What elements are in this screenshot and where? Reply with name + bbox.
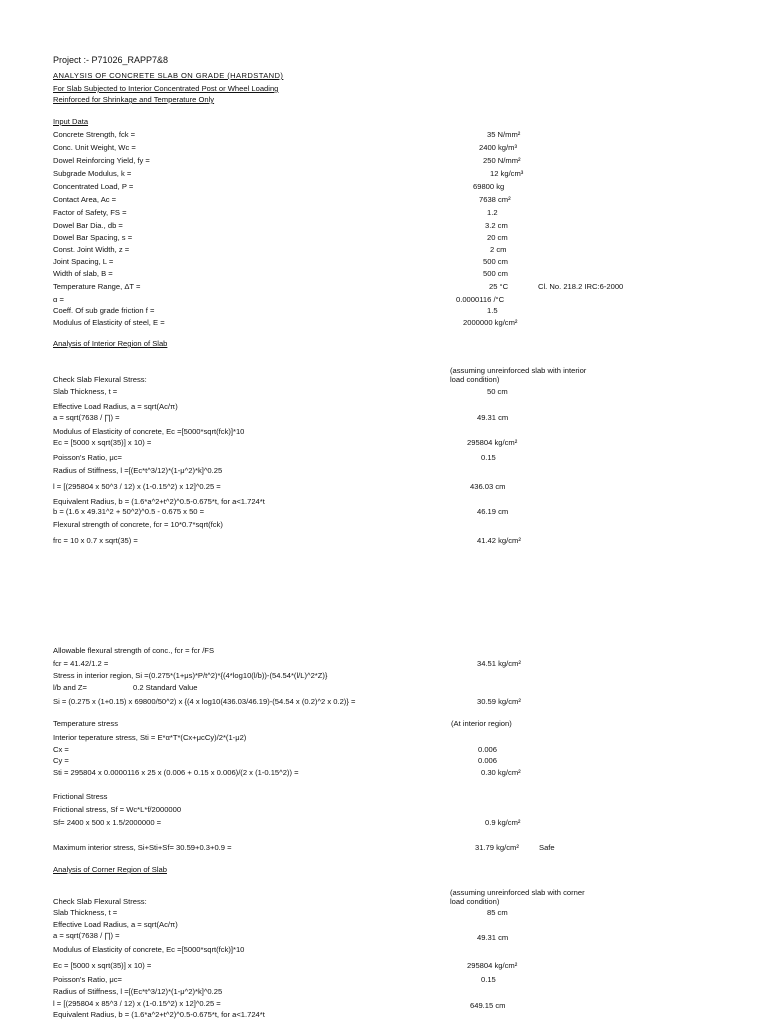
calc-value: 0.15 <box>481 453 496 462</box>
input-value: 20 cm <box>487 233 508 242</box>
calc-line: Modulus of Elasticity of concrete, Ec =[5000*sqrt(fck)]*10 <box>53 427 245 436</box>
document-subtitle-2: Reinforced for Shrinkage and Temperature Only <box>53 95 215 104</box>
calc-line: Si = (0.275 x (1+0.15) x 69800/50^2) x {(4 x log10(436.03/46.19)-(54.54 x (0.2)^2 x 0.2)} = <box>53 697 356 706</box>
input-label: Dowel Bar Dia., db = <box>53 221 123 230</box>
calc-line: Effective Load Radius, a = sqrt(Ac/π) <box>53 920 178 929</box>
calc-line: b = (1.6 x 49.31^2 + 50^2)^0.5 - 0.675 x 50 = <box>53 507 205 516</box>
input-label: Modulus of Elasticity of steel, E = <box>53 318 165 327</box>
input-label: Const. Joint Width, z = <box>53 245 130 254</box>
calc-value: 0.15 <box>481 975 496 984</box>
calc-line: fcr = 41.42/1.2 = <box>53 659 109 668</box>
calc-line: 0.2 Standard Value <box>133 683 198 692</box>
input-value: 35 N/mm² <box>487 130 521 139</box>
max-stress-line: Maximum interior stress, Si+Sti+Sf= 30.59+0.3+0.9 = <box>53 843 232 852</box>
corner-assumption-line-2: load condition) <box>450 897 500 906</box>
temperature-region-note: (At interior region) <box>451 719 512 728</box>
input-value: 2000000 kg/cm² <box>463 318 518 327</box>
input-value: 2400 kg/m³ <box>479 143 517 152</box>
calc-line: Sti = 295804 x 0.0000116 x 25 x (0.006 + 0.15 x 0.006)/(2 x (1-0.15^2)) = <box>53 768 299 777</box>
calc-value: 0.006 <box>478 745 498 754</box>
calc-line: Slab Thickness, t = <box>53 908 118 917</box>
input-value: 1.5 <box>487 306 498 315</box>
input-label: Subgrade Modulus, k = <box>53 169 132 178</box>
document-title: ANALYSIS OF CONCRETE SLAB ON GRADE (HARDSTAND) <box>53 71 284 80</box>
corner-heading: Analysis of Corner Region of Slab <box>53 865 167 874</box>
input-value: 250 N/mm² <box>483 156 521 165</box>
calc-line: Check Slab Flexural Stress: <box>53 897 147 906</box>
calc-value: 0.30 kg/cm² <box>481 768 521 777</box>
calc-line: Effective Load Radius, a = sqrt(Ac/π) <box>53 402 178 411</box>
calc-line: Modulus of Elasticity of concrete, Ec =[5000*sqrt(fck)]*10 <box>53 945 245 954</box>
friction-heading: Frictional Stress <box>53 792 108 801</box>
input-value: 500 cm <box>483 257 508 266</box>
calc-value: 295804 kg/cm² <box>467 438 518 447</box>
calc-line: Slab Thickness, t = <box>53 387 118 396</box>
calc-line: Equivalent Radius, b = (1.6*a^2+t^2)^0.5-0.675*t, for a<1.724*t <box>53 497 265 506</box>
input-label: Temperature Range, ΔT = <box>53 282 141 291</box>
input-value: 0.0000116 /°C <box>456 295 505 304</box>
calc-value: 649.15 cm <box>470 1001 506 1010</box>
input-value: 1.2 <box>487 208 498 217</box>
document-subtitle-1: For Slab Subjected to Interior Concentrated Post or Wheel Loading <box>53 84 279 93</box>
calc-line: Frictional stress, Sf = Wc*L*f/2000000 <box>53 805 182 814</box>
calc-line: Flexural strength of concrete, fcr = 10*0.7*sqrt(fck) <box>53 520 223 529</box>
calc-line: frc = 10 x 0.7 x sqrt(35) = <box>53 536 138 545</box>
input-label: Dowel Reinforcing Yield, fy = <box>53 156 150 165</box>
calc-value: 0.006 <box>478 756 498 765</box>
calc-line: l/b and Z= <box>53 683 87 692</box>
corner-assumption-line-1: (assuming unreinforced slab with corner <box>450 888 585 897</box>
code-reference-note: Cl. No. 218.2 IRC:6-2000 <box>538 282 624 291</box>
input-label: Concentrated Load, P = <box>53 182 134 191</box>
input-value: 12 kg/cm³ <box>490 169 524 178</box>
interior-assumption-line-2: load condition) <box>450 375 500 384</box>
calc-line: Equivalent Radius, b = (1.6*a^2+t^2)^0.5-0.675*t, for a<1.724*t <box>53 1010 265 1019</box>
calc-line: Ec = [5000 x sqrt(35)] x 10) = <box>53 961 152 970</box>
input-data-heading: Input Data <box>53 117 89 126</box>
calc-line: Check Slab Flexural Stress: <box>53 375 147 384</box>
project-title: Project :- P71026_RAPP7&8 <box>53 55 169 65</box>
calc-value: 30.59 kg/cm² <box>477 697 521 706</box>
input-value: 500 cm <box>483 269 508 278</box>
calc-value: 0.9 kg/cm² <box>485 818 521 827</box>
calc-line: Allowable flexural strength of conc., fcr = fcr /FS <box>53 646 215 655</box>
calc-line: Radius of Stiffness, l =[(Ec*t^3/12)*(1-μ^2)*k]^0.25 <box>53 466 223 475</box>
calc-value: 85 cm <box>487 908 508 917</box>
input-label: Coeff. Of sub grade friction f = <box>53 306 155 315</box>
calc-line: Cx = <box>53 745 69 754</box>
max-stress-value: 31.79 kg/cm² <box>475 843 519 852</box>
input-value: 69800 kg <box>473 182 505 191</box>
calc-line: l = [(295804 x 85^3 / 12) x (1-0.15^2) x 12]^0.25 = <box>53 999 221 1008</box>
calc-value: 49.31 cm <box>477 933 509 942</box>
calc-line: Poisson's Ratio, μc= <box>53 975 122 984</box>
calc-line: Cy = <box>53 756 69 765</box>
input-label: Width of slab, B = <box>53 269 113 278</box>
input-label: Conc. Unit Weight, Wc = <box>53 143 136 152</box>
calc-value: 46.19 cm <box>477 507 509 516</box>
calc-line: Radius of Stiffness, l =[(Ec*t^3/12)*(1-μ^2)*k]^0.25 <box>53 987 223 996</box>
calc-line: a = sqrt(7638 / ∏) = <box>53 931 120 940</box>
calc-value: 41.42 kg/cm² <box>477 536 521 545</box>
interior-heading: Analysis of Interior Region of Slab <box>53 339 168 348</box>
calc-value: 436.03 cm <box>470 482 506 491</box>
input-label: Factor of Safety, FS = <box>53 208 127 217</box>
calc-line: a = sqrt(7638 / ∏) = <box>53 413 120 422</box>
calc-line: Poisson's Ratio, μc= <box>53 453 122 462</box>
calc-line: Sf= 2400 x 500 x 1.5/2000000 = <box>53 818 162 827</box>
calc-line: Interior teperature stress, Sti = E*α*T*(Cx+μcCy)/2*(1-μ2) <box>53 733 247 742</box>
safety-status: Safe <box>539 843 555 852</box>
input-value: 3.2 cm <box>485 221 508 230</box>
calc-value: 34.51 kg/cm² <box>477 659 521 668</box>
calc-value: 295804 kg/cm² <box>467 961 518 970</box>
input-label: Contact Area, Ac = <box>53 195 117 204</box>
input-value: 7638 cm² <box>479 195 511 204</box>
input-label: Dowel Bar Spacing, s = <box>53 233 133 242</box>
input-value: 2 cm <box>490 245 507 254</box>
interior-assumption-line-1: (assuming unreinforced slab with interior <box>450 366 587 375</box>
input-label: Concrete Strength, fck = <box>53 130 136 139</box>
calc-line: l = [(295804 x 50^3 / 12) x (1-0.15^2) x 12]^0.25 = <box>53 482 221 491</box>
calc-value: 50 cm <box>487 387 508 396</box>
input-label: α = <box>53 295 64 304</box>
calc-line: Ec = [5000 x sqrt(35)] x 10) = <box>53 438 152 447</box>
input-value: 25 °C <box>489 282 509 291</box>
calc-line: Stress in interior region, Si =(0.275*(1+μs)*P/t^2)*{(4*log10(l/b))-(54.54*(l/L)^2*Z)} <box>53 671 328 680</box>
input-label: Joint Spacing, L = <box>53 257 114 266</box>
calc-value: 49.31 cm <box>477 413 509 422</box>
temperature-heading: Temperature stress <box>53 719 118 728</box>
